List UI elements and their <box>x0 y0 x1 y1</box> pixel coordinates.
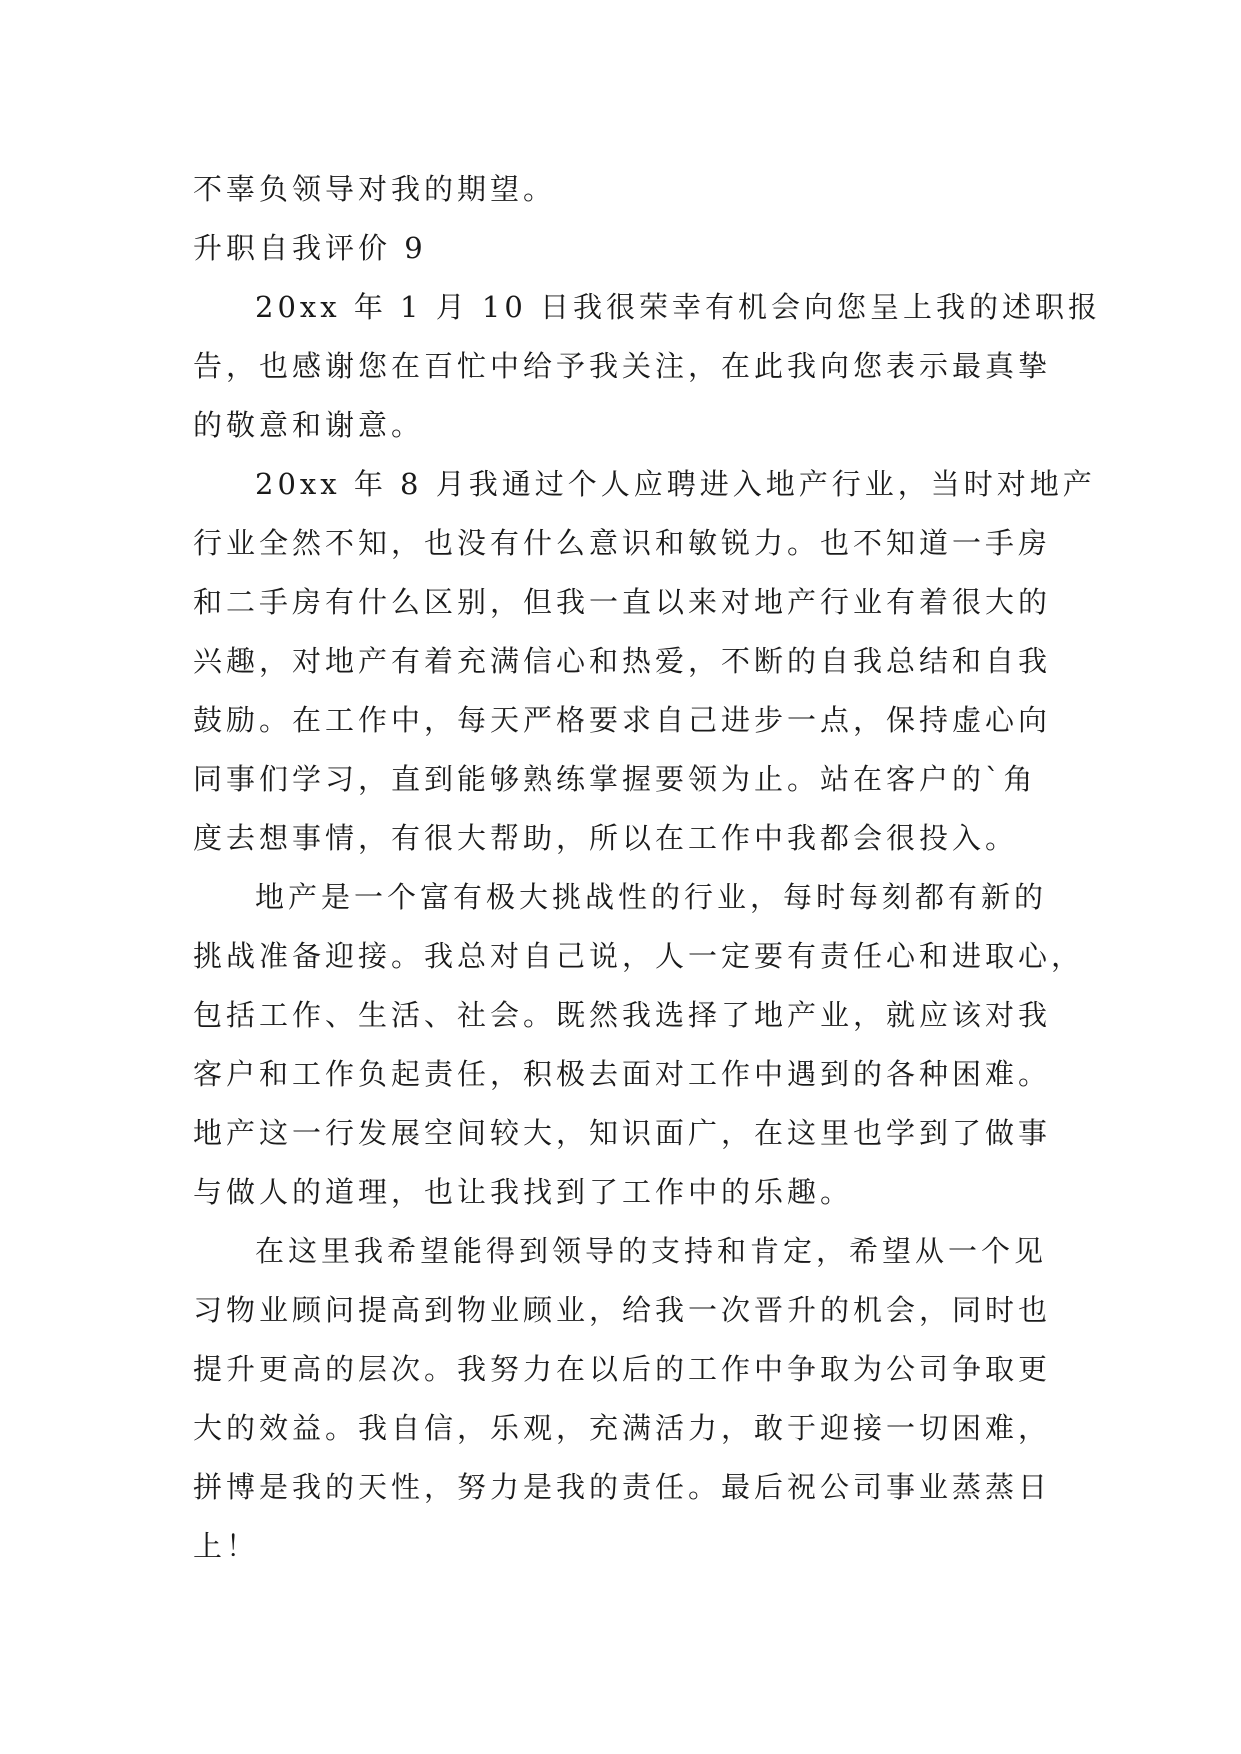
section-heading: 升职自我评价 9 <box>193 231 427 265</box>
text-line-22: 大的效益。我自信，乐观，充满活力，敢于迎接一切困难， <box>193 1411 1052 1445</box>
text-line-6: 20xx 年 8 月我通过个人应聘进入地产行业，当时对地产 <box>255 467 1096 501</box>
text-line-16: 客户和工作负起责任，积极去面对工作中遇到的各种困难。 <box>193 1057 1052 1091</box>
text-line-18: 与做人的道理，也让我找到了工作中的乐趣。 <box>193 1175 854 1209</box>
text-line-3: 20xx 年 1 月 10 日我很荣幸有机会向您呈上我的述职报 <box>255 290 1102 324</box>
text-line-20: 习物业顾问提高到物业顾业，给我一次晋升的机会，同时也 <box>193 1293 1052 1327</box>
text-line-12: 度去想事情，有很大帮助，所以在工作中我都会很投入。 <box>193 821 1019 855</box>
text-line-14: 挑战准备迎接。我总对自己说，人一定要有责任心和进取心， <box>193 939 1085 973</box>
text-line-10: 鼓励。在工作中，每天严格要求自己进步一点，保持虚心向 <box>193 703 1052 737</box>
text-line-9: 兴趣，对地产有着充满信心和热爱，不断的自我总结和自我 <box>193 644 1052 678</box>
text-line-5: 的敬意和谢意。 <box>193 408 425 442</box>
text-line-17: 地产这一行发展空间较大，知识面广，在这里也学到了做事 <box>193 1116 1052 1150</box>
text-line-19: 在这里我希望能得到领导的支持和肯定，希望从一个见 <box>255 1234 1048 1268</box>
text-line-1: 不辜负领导对我的期望。 <box>193 172 557 206</box>
text-line-4: 告，也感谢您在百忙中给予我关注，在此我向您表示最真挚 <box>193 349 1052 383</box>
text-line-7: 行业全然不知，也没有什么意识和敏锐力。也不知道一手房 <box>193 526 1052 560</box>
text-line-11: 同事们学习，直到能够熟练掌握要领为止。站在客户的`角 <box>193 762 1037 796</box>
text-line-23: 拼博是我的天性，努力是我的责任。最后祝公司事业蒸蒸日 <box>193 1470 1052 1504</box>
text-line-21: 提升更高的层次。我努力在以后的工作中争取为公司争取更 <box>193 1352 1052 1386</box>
text-line-24: 上！ <box>193 1529 260 1563</box>
text-line-13: 地产是一个富有极大挑战性的行业，每时每刻都有新的 <box>255 880 1048 914</box>
text-line-15: 包括工作、生活、社会。既然我选择了地产业，就应该对我 <box>193 998 1052 1032</box>
text-line-8: 和二手房有什么区别，但我一直以来对地产行业有着很大的 <box>193 585 1052 619</box>
document-page <box>193 160 1102 1576</box>
